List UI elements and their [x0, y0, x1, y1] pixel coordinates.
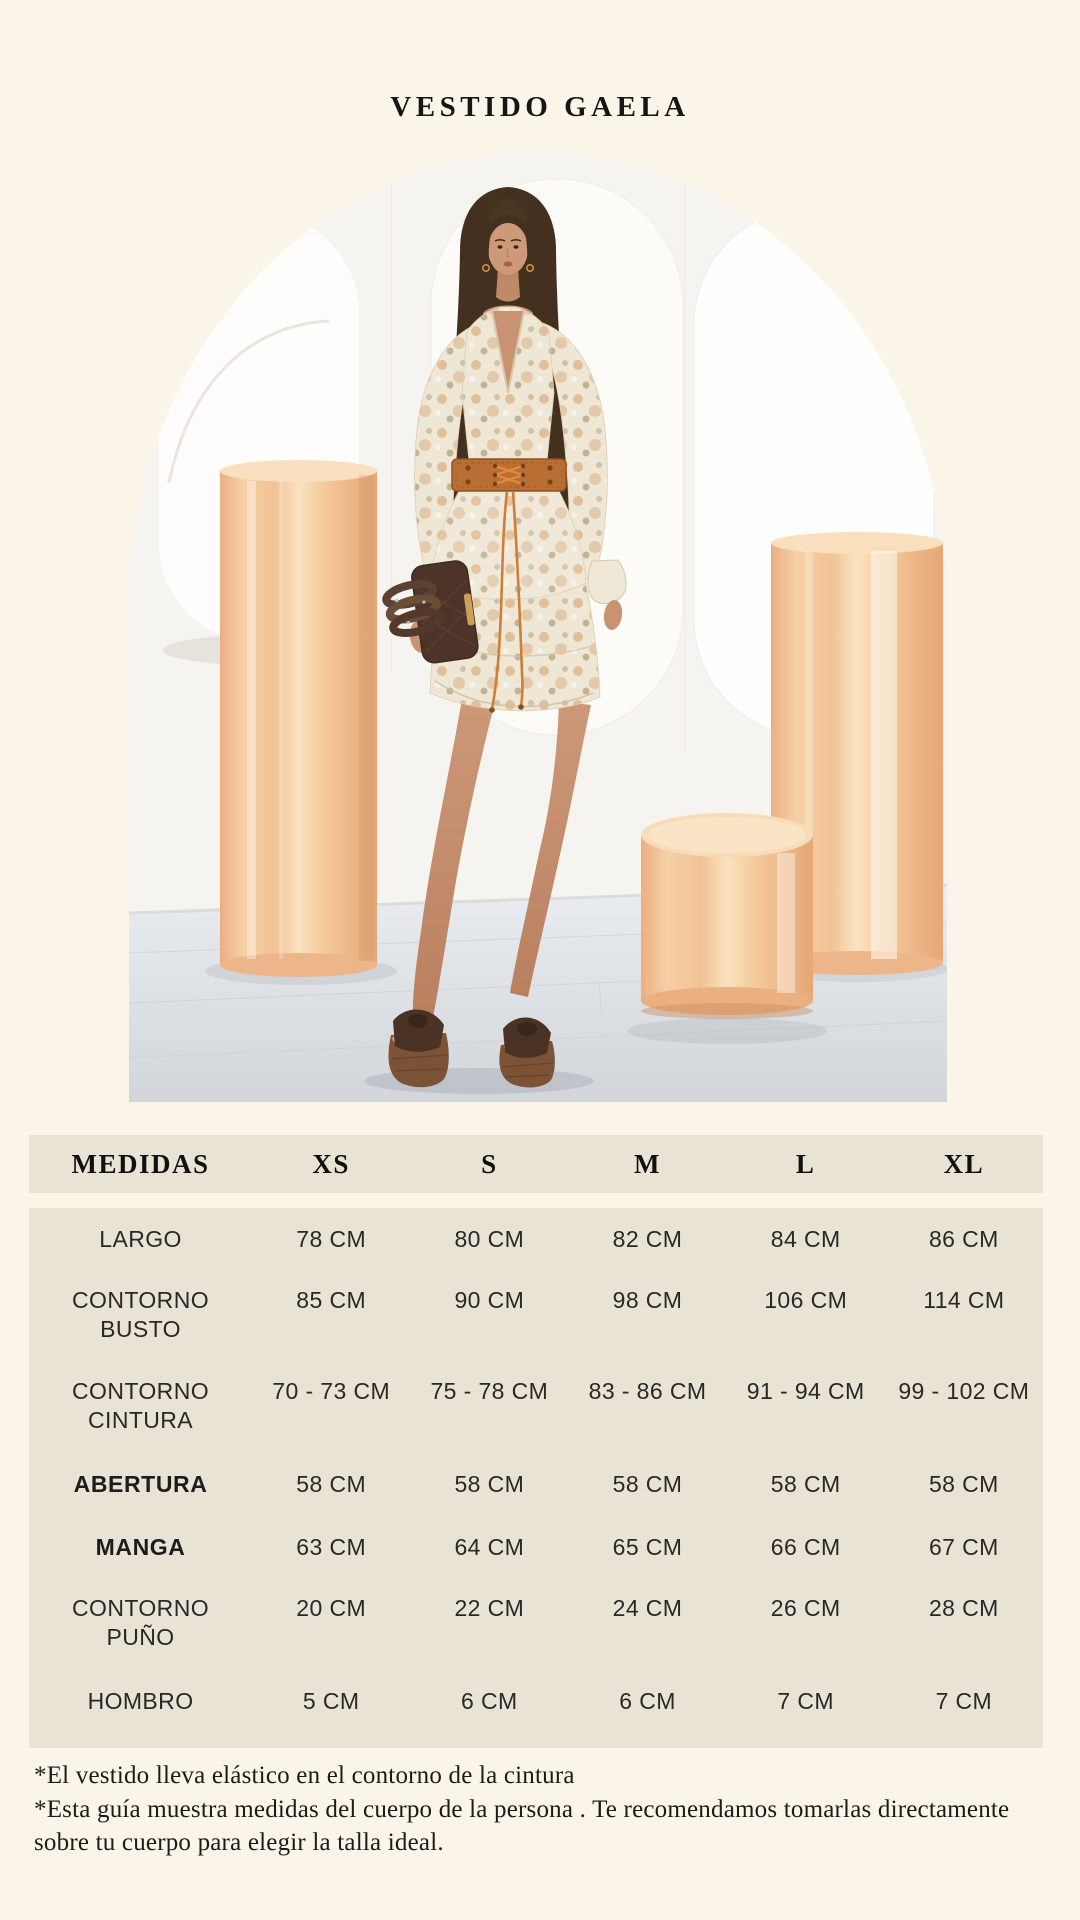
- size-value: 65 CM: [612, 1534, 683, 1560]
- table-row: [29, 1670, 1043, 1733]
- footnote-guide: *Esta guía muestra medidas del cuerpo de la persona . Te recomendamos tomarlas directamente sobre tu cuerpo para elegir la talla ideal.: [34, 1795, 1010, 1856]
- size-value: 58 CM: [770, 1471, 841, 1497]
- size-value: 90 CM: [454, 1287, 525, 1313]
- measure-label: CONTORNO CINTURA: [72, 1378, 209, 1433]
- size-value: 80 CM: [454, 1226, 525, 1252]
- size-column-header: M: [634, 1148, 661, 1179]
- size-value: 82 CM: [612, 1226, 683, 1252]
- size-value: 64 CM: [454, 1534, 525, 1560]
- footnote-elastic: *El vestido lleva elástico en el contorno de la cintura: [34, 1762, 575, 1789]
- product-photo-illustration: [129, 153, 947, 1102]
- size-column-header: L: [795, 1148, 816, 1179]
- size-value: 98 CM: [612, 1287, 683, 1313]
- footnotes: [34, 1759, 1042, 1860]
- table-row: [29, 1362, 1043, 1453]
- size-value: 84 CM: [770, 1226, 841, 1252]
- size-value: 91 - 94 CM: [746, 1378, 865, 1404]
- table-row: [29, 1579, 1043, 1670]
- size-value: 22 CM: [454, 1595, 525, 1621]
- size-value: 6 CM: [461, 1688, 518, 1714]
- table-row: [29, 1516, 1043, 1579]
- measure-label: HOMBRO: [87, 1688, 194, 1714]
- size-value: 106 CM: [764, 1287, 848, 1313]
- measure-label: CONTORNO BUSTO: [72, 1287, 209, 1342]
- size-value: 6 CM: [619, 1688, 676, 1714]
- measure-label: LARGO: [99, 1226, 182, 1252]
- size-table-body: [29, 1208, 1043, 1748]
- right-shoe: [499, 1017, 555, 1087]
- size-value: 70 - 73 CM: [272, 1378, 391, 1404]
- size-column-header: S: [481, 1148, 498, 1179]
- size-value: 63 CM: [296, 1534, 367, 1560]
- size-table-header: [29, 1135, 1043, 1193]
- size-column-header: XS: [312, 1148, 350, 1179]
- size-value: 20 CM: [296, 1595, 367, 1621]
- measure-label: CONTORNO PUÑO: [72, 1595, 209, 1650]
- size-value: 28 CM: [928, 1595, 999, 1621]
- right-cuff-ruffle: [588, 560, 626, 604]
- size-value: 58 CM: [454, 1471, 525, 1497]
- measure-label: MANGA: [95, 1534, 186, 1560]
- size-value: 75 - 78 CM: [430, 1378, 549, 1404]
- left-shoe: [388, 1009, 448, 1087]
- size-value: 7 CM: [777, 1688, 834, 1714]
- pedestal-left: [205, 460, 397, 985]
- size-value: 26 CM: [770, 1595, 841, 1621]
- size-value: 67 CM: [928, 1534, 999, 1560]
- size-column-header: XL: [943, 1148, 985, 1179]
- size-value: 85 CM: [296, 1287, 367, 1313]
- table-row: [29, 1271, 1043, 1362]
- side-table: [627, 813, 827, 1044]
- measure-label: ABERTURA: [73, 1471, 208, 1497]
- size-column-header: MEDIDAS: [71, 1148, 210, 1179]
- size-value: 99 - 102 CM: [898, 1378, 1030, 1404]
- size-value: 58 CM: [296, 1471, 367, 1497]
- size-value: 78 CM: [296, 1226, 367, 1252]
- product-photo: [129, 153, 947, 1102]
- size-value: 5 CM: [302, 1688, 360, 1714]
- size-value: 58 CM: [612, 1471, 683, 1497]
- table-row: [29, 1208, 1043, 1271]
- size-value: 7 CM: [935, 1688, 993, 1714]
- size-value: 66 CM: [770, 1534, 841, 1560]
- size-value: 58 CM: [928, 1471, 999, 1497]
- size-value: 114 CM: [923, 1287, 1005, 1313]
- table-row: [29, 1453, 1043, 1516]
- page-title: VESTIDO GAELA: [390, 91, 690, 124]
- size-value: 24 CM: [612, 1595, 683, 1621]
- size-value: 83 - 86 CM: [588, 1378, 707, 1404]
- size-value: 86 CM: [928, 1226, 999, 1252]
